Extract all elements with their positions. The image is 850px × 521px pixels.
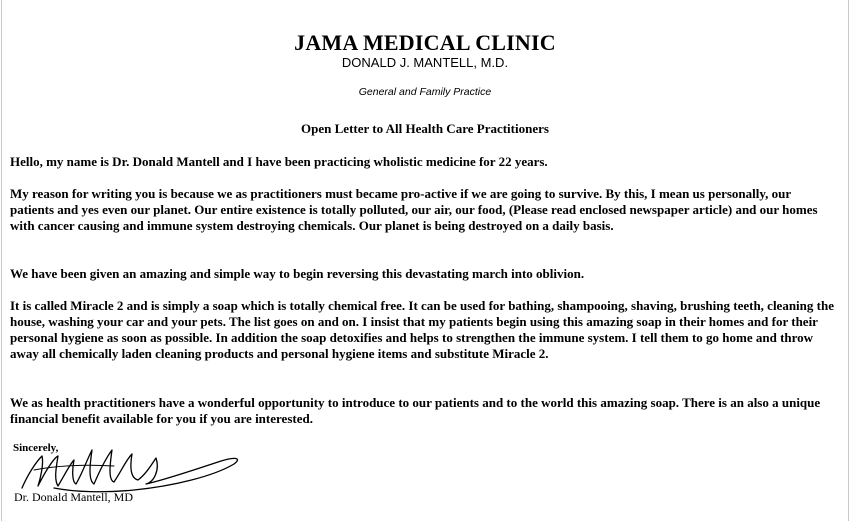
closing-salutation: Sincerely,	[13, 442, 59, 454]
signature-name: Dr. Donald Mantell, MD	[14, 490, 133, 504]
letter-title: Open Letter to All Health Care Practitioners	[301, 121, 549, 136]
page-border-right	[848, 0, 849, 521]
paragraph-reason: My reason for writing you is because we as practitioners must became pro-active if we are going to survive. By this, I mean us personally, our patients and yes even our planet. Our entire existence is totally polluted, our air, our food, (Please read enclosed newspaper article) and our homes with cancer causing and immune system destroying chemicals. Our planet is being destroyed on a daily basis.	[10, 186, 818, 233]
paragraph-miracle-2: It is called Miracle 2 and is simply a soap which is totally chemical free. It can be used for bathing, shampooing, shaving, brushing teeth, cleaning the house, washing your car and your pets. The list goes on and on. I insist that my patients begin using this amazing soap in their homes and for their personal hygiene as soon as possible. In addition the soap detoxifies and helps to strengthen the immune system. I tell them to go home and throw away all chemically laden cleaning products and personal hygiene items and substitute Miracle 2.	[10, 298, 834, 361]
doctor-name: DONALD J. MANTELL, M.D.	[341, 55, 509, 70]
clinic-name: JAMA MEDICAL CLINIC	[294, 30, 556, 55]
paragraph-opportunity: We as health practitioners have a wonderful opportunity to introduce to our patients and to the world this amazing soap. There is an also a unique financial benefit available for you if you are interested.	[10, 395, 821, 426]
page-border-left	[1, 0, 2, 521]
practice-type: General and Family Practice	[358, 86, 492, 98]
paragraph-amazing-way: We have been given an amazing and simple way to begin reversing this devastating march into oblivion.	[10, 266, 585, 281]
paragraph-intro: Hello, my name is Dr. Donald Mantell and I have been practicing wholistic medicine for 22 years.	[10, 154, 548, 169]
